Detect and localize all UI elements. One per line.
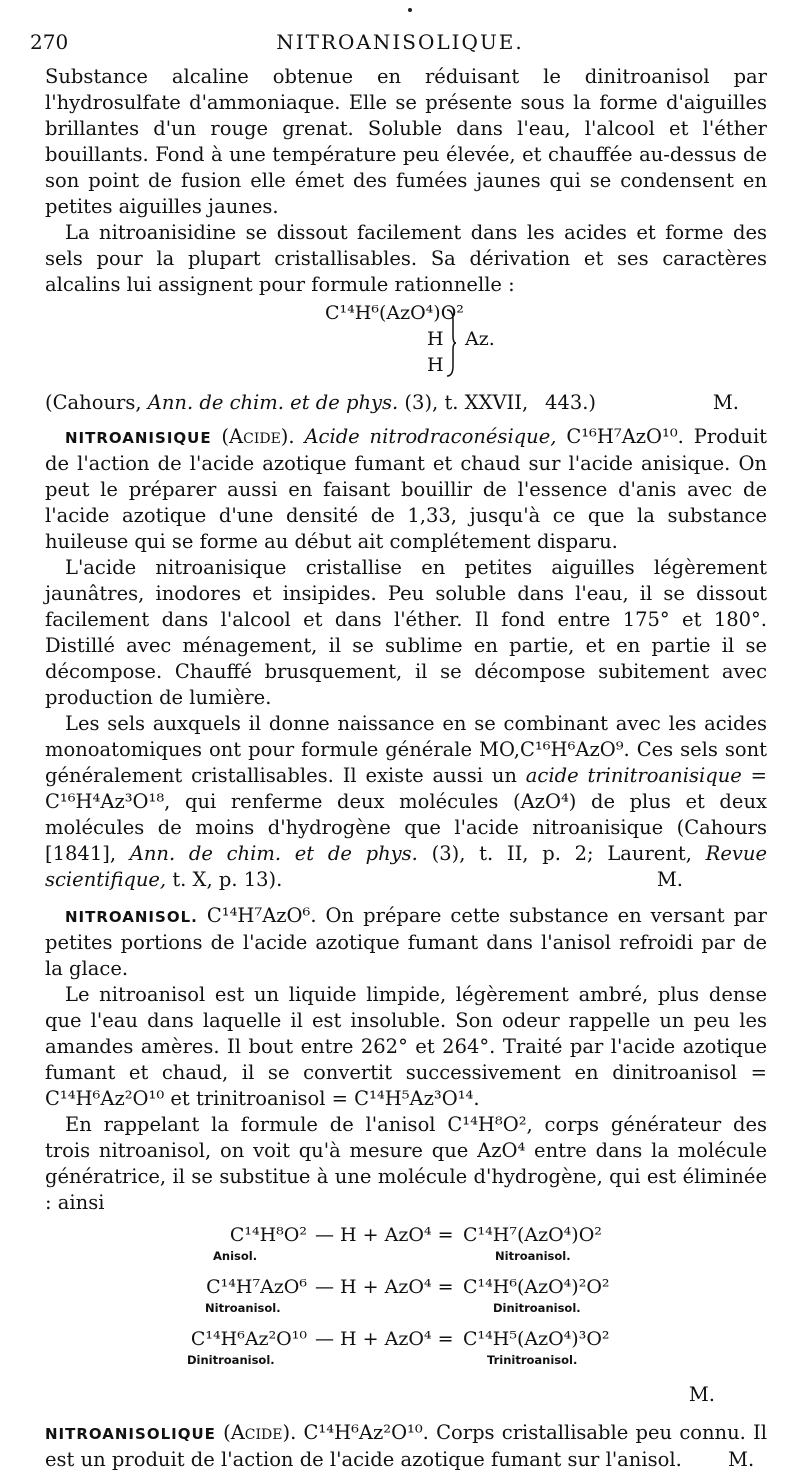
equation: C¹⁴H⁶Az²O¹⁰ — H + AzO⁴ = C¹⁴H⁵(AzO⁴)³O² Dinitroanisol. Trinitroanisol. [187,1328,610,1367]
formula-line: H [427,354,444,376]
page-number: 270 [30,30,69,54]
formula-az: Az. [465,328,495,350]
equation-label: Dinitroanisol. [493,1301,581,1315]
equation-label: Anisol. [213,1249,258,1263]
entry-paragraph: En rappelant la formule de l'anisol C¹⁴H⁸O², corps générateur des trois nitroanisol, on voit qu'à mesure que AzO⁴ entre dans la molécule génératrice, il se substitue à une molécule d'hydrogène, qui est éliminée : ainsi [45,1113,767,1214]
intro-paragraph: Substance alcaline obtenue en réduisant le dinitroanisol par l'hydrosulfate d'ammoniaque. Elle se présente sous la forme d'aiguilles brillantes d'un rouge grenat. Soluble dans l'eau, l'alcool et l'éther bouillants. Fond à une température peu élevée, et chauffée au-dessus de son point de fusion elle émet des fumées jaunes qui se condensent en petites aiguilles jaunes. [45,65,767,218]
entry-paragraph: L'acide nitroanisique cristallise en petites aiguilles légèrement jaunâtres, inodores et insipides. Peu soluble dans l'eau, il se dissout facilement dans l'alcool et dans l'éther. Il fond entre 175° et 180°. Distillé avec ménagement, il se sublime en partie, et en partie il se décompose. Chauffé brusquement, il se décompose subitement avec production de lumière. [45,556,767,709]
rational-formula [45,302,767,388]
page-body [45,64,767,1473]
equation-label: Trinitroanisol. [487,1353,578,1367]
citation: (Cahours, Ann. de chim. et de phys. (3), t. XXVII, [45,391,529,414]
page-header [30,30,770,60]
author-signature: M. [656,868,683,891]
equation-label: Nitroanisol. [205,1301,281,1315]
entry-nitroanisolique: NITROANISOLIQUE (Acide). C¹⁴H⁶Az²O¹⁰. Corps cristallisable peu connu. Il est un produit de l'action de l'acide azotique fumant sur l'anisol. M. [45,1421,768,1471]
intro-paragraph-2: La nitroanisidine se dissout facilement dans les acides et forme des sels pour la plupart cristallisables. Sa dérivation et ses caractères alcalins lui assignent pour formule rationnelle : [45,221,767,296]
entry-nitroanisique: NITROANISIQUE (Acide). Acide nitrodraconésique, C¹⁶H⁷AzO¹⁰. Produit de l'action de l'acide azotique fumant et chaud sur l'acide anisique. On peut le préparer aussi en faisant bouillir de l'essence d'anis avec de l'acide azotique d'une densité de 1,33, jusqu'à ce que la substance huileuse qui se forme au début ait complétement disparu. [45,425,768,553]
formula-line: H [427,328,444,350]
equation-label: Nitroanisol. [495,1249,571,1263]
equation-label: Dinitroanisol. [187,1353,275,1367]
entry-nitroanisol: NITROANISOL. C¹⁴H⁷AzO⁶. On prépare cette substance en versant par petites portions de l'acide azotique fumant dans l'anisol refroidi par de la glace. [45,904,767,980]
entry-heading: NITROANISIQUE [65,429,212,447]
author-signature: M. [688,1383,715,1406]
citation-page: 443.) [545,391,597,414]
citation-line [45,390,767,418]
brace-icon [445,308,457,378]
running-title: NITROANISOLIQUE. [276,30,524,54]
entry-heading: NITROANISOLIQUE [45,1425,216,1443]
ink-dot [408,8,412,12]
author-signature: M. [712,391,739,414]
equation: C¹⁴H⁷AzO⁶ — H + AzO⁴ = C¹⁴H⁶(AzO⁴)²O² Nitroanisol. Dinitroanisol. [205,1276,610,1315]
entry-paragraph: Les sels auxquels il donne naissance en se combinant avec les acides monoatomiques ont pour formule générale MO,C¹⁶H⁶AzO⁹. Ces sels sont généralement cristallisables. Il existe aussi un acide trinitroanisique = C¹⁶H⁴Az³O¹⁸, qui renferme deux molécules (AzO⁴) de plus et deux molécules de moins d'hydrogène que l'acide nitroanisique (Cahours [1841], Ann. de chim. et de phys. (3), t. II, p. 2; Laurent, Revue scientifique, t. X, p. 13). M. [45,712,767,891]
author-signature: M. [727,1448,755,1471]
entry-heading: NITROANISOL. [65,908,198,926]
equation: C¹⁴H⁸O² — H + AzO⁴ = C¹⁴H⁷(AzO⁴)O² Anisol. Nitroanisol. [213,1224,602,1263]
entry-paragraph: Le nitroanisol est un liquide limpide, légèrement ambré, plus dense que l'eau dans laquelle il est insoluble. Son odeur rappelle un peu les amandes amères. Il bout entre 262° et 264°. Traité par l'acide azotique fumant et chaud, il se convertit successivement en dinitroanisol = C¹⁴H⁶Az²O¹⁰ et trinitroanisol = C¹⁴H⁵Az³O¹⁴. [45,983,767,1110]
formula-line: C¹⁴H⁶(AzO⁴)O² [325,302,464,324]
